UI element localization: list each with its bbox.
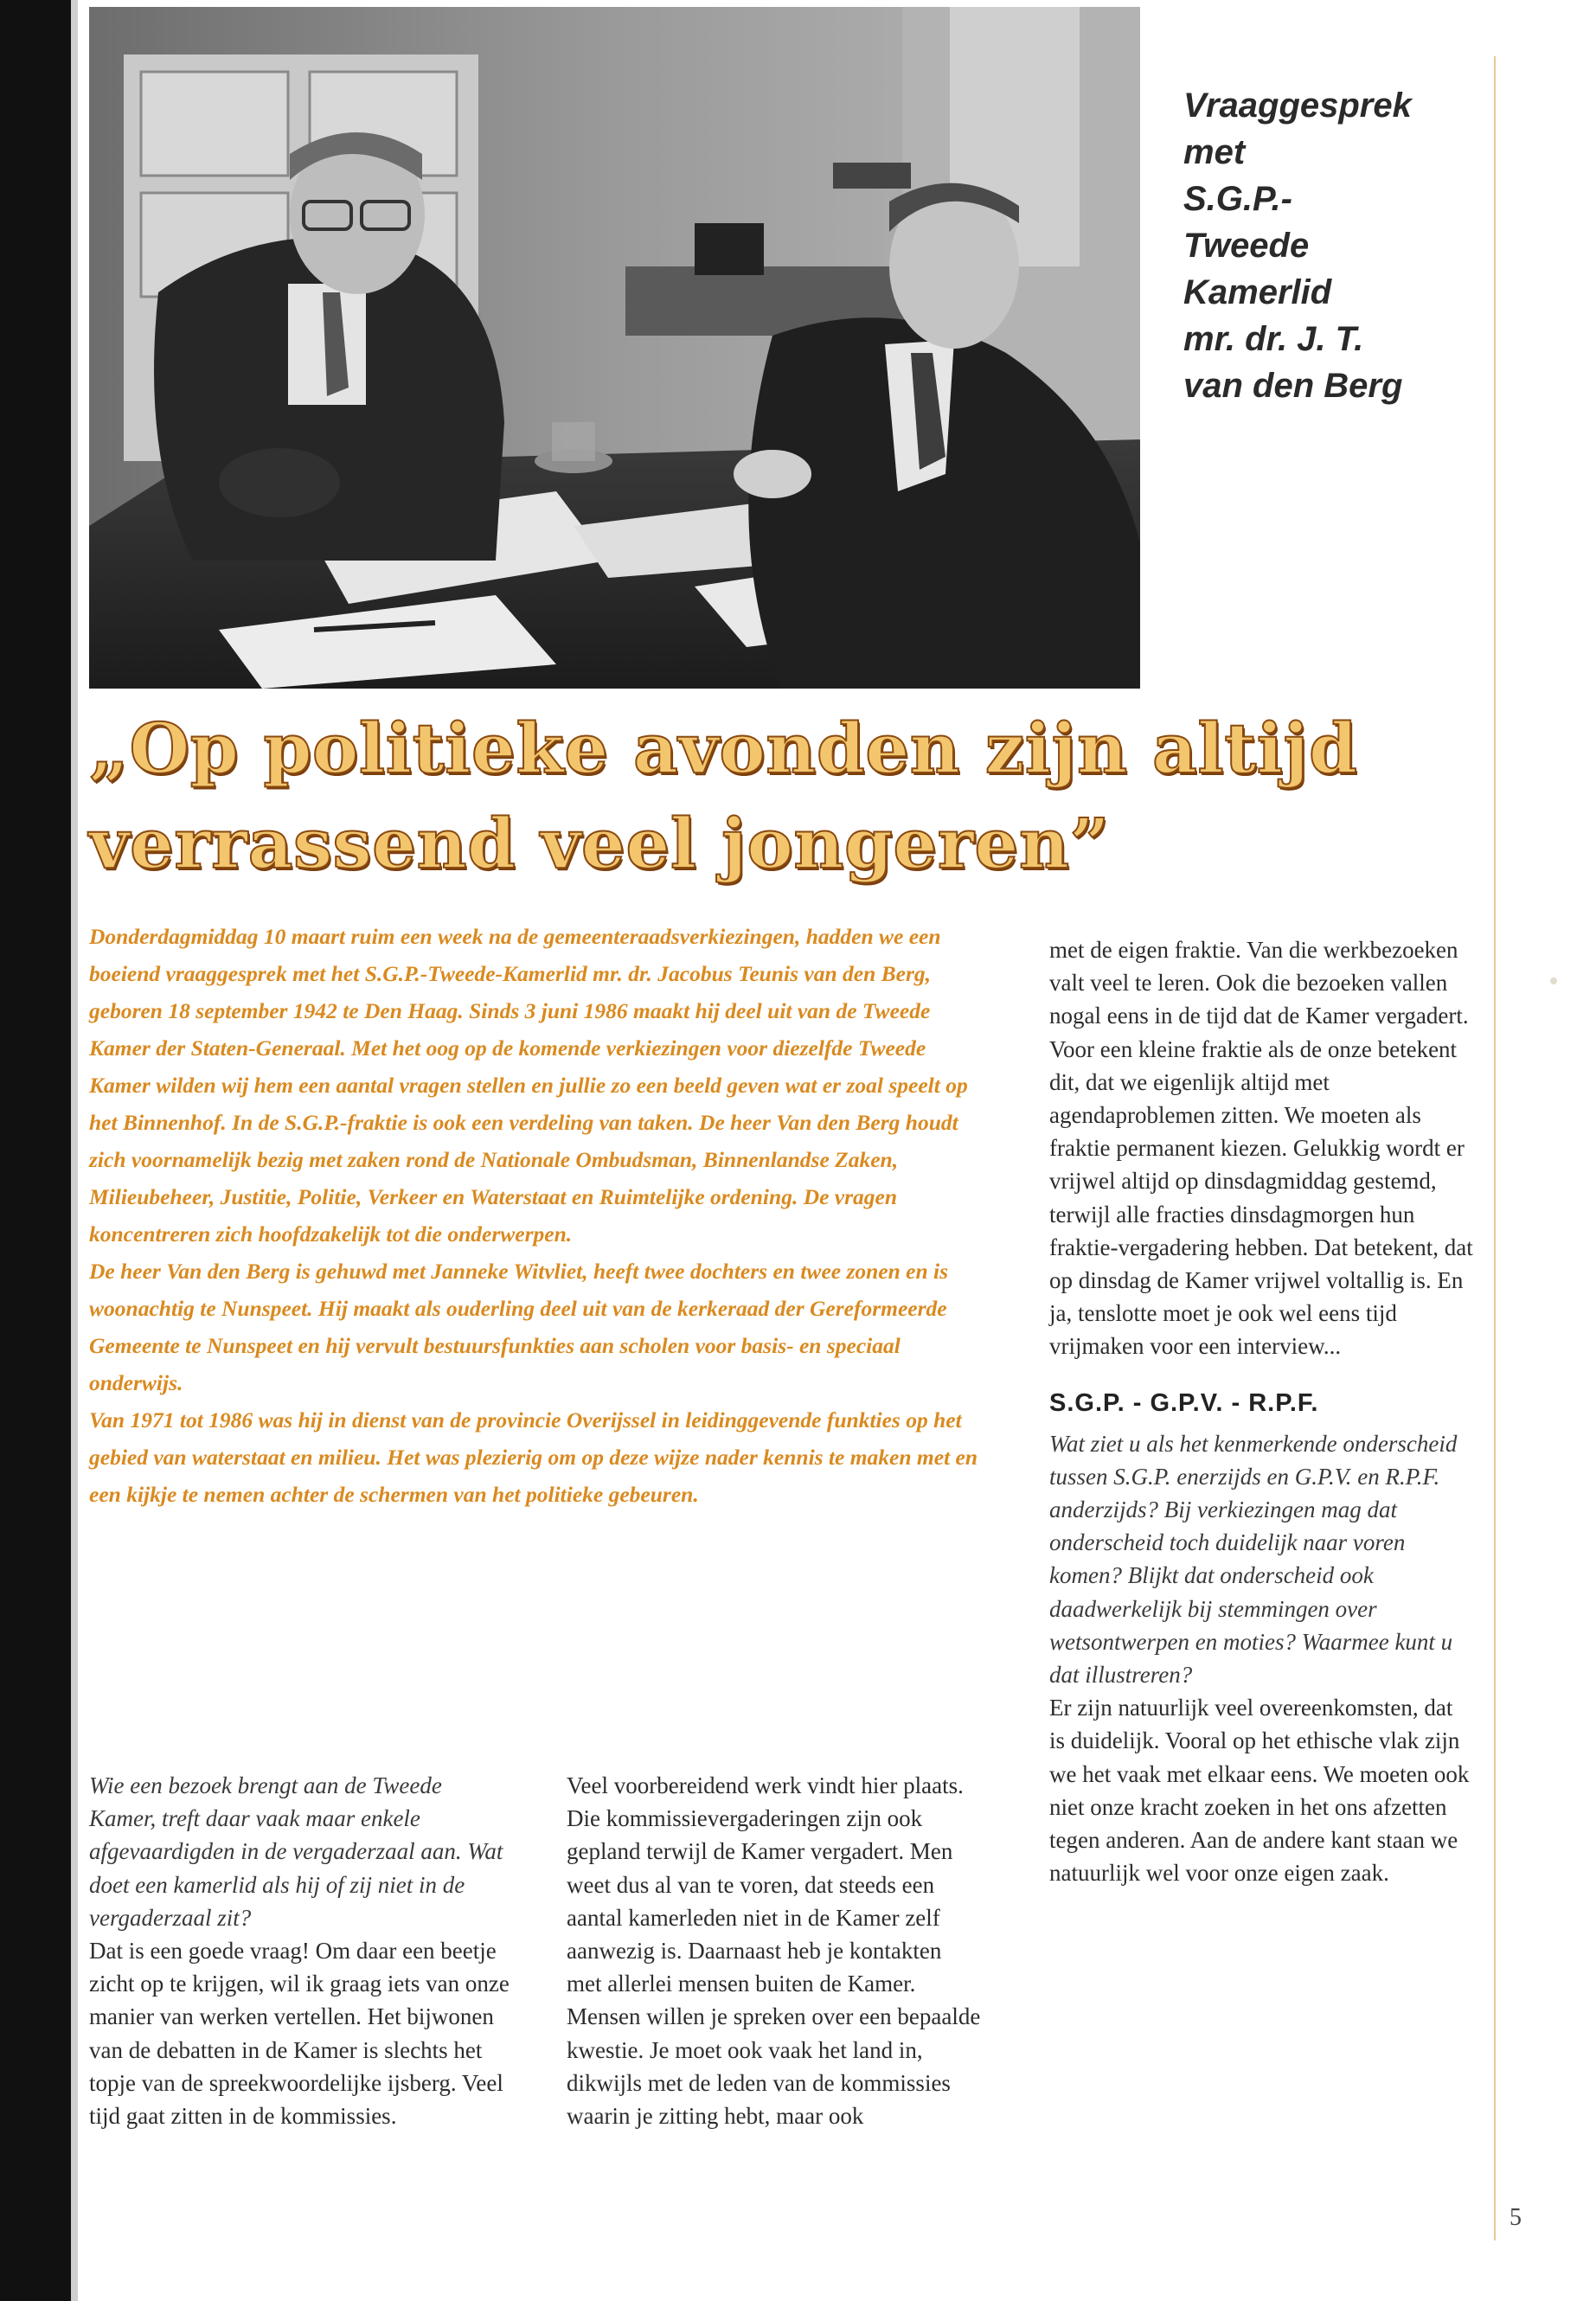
body-column-3 [1049,933,1473,1889]
binding-edge [71,0,78,2301]
paper-speck [1550,977,1557,984]
subtitle-line: met [1183,133,1246,171]
body-column-2 [567,1769,982,2132]
interview-question: Wat ziet u als het kenmerkende onderscheid tussen S.G.P. enerzijds en G.P.V. en R.P.F. anderzijds? Bij verkiezingen mag dat onderscheid toch duidelijk naar voren komen? Blijkt dat onderscheid ook daadwerkelijk bij stemmingen over wetsontwerpen en moties? Waarmee kunt u dat illustreren? [1049,1430,1458,1689]
subtitle-line: Tweede [1183,227,1310,265]
subtitle-line: van den Berg [1183,367,1403,405]
headline-line-1: „Op politieke avonden zijn altijd [89,708,1358,789]
page-number: 5 [1509,2204,1522,2231]
interview-photo [89,7,1140,689]
subtitle-line: S.G.P.- [1183,180,1292,218]
article-subtitle [1183,82,1469,409]
interview-answer: Dat is een goede vraag! Om daar een beetje zicht op te krijgen, wil ik graag iets van onze manier van werken vertellen. Het bijwonen van de debatten in de Kamer is slechts het topje van de spreekwoordelijke ijsberg. Veel tijd gaat zitten in de kommissies. [89,1938,510,2130]
interview-answer: Er zijn natuurlijk veel overeenkomsten, dat is duidelijk. Vooral op het ethische vlak zijn we het vaak met elkaar eens. We moeten ook niet onze kracht zoeken in het ons afzetten tegen anderen. Aan de andere kant staan we natuurlijk wel voor onze eigen zaak. [1049,1695,1470,1887]
column-rule [1494,56,1496,2240]
intro-paragraph: De heer Van den Berg is gehuwd met Janneke Witvliet, heeft twee dochters en twee zonen en is woonachtig te Nunspeet. Hij maakt als ouderling deel uit van de kerkeraad der Gereformeerde Gemeente te Nunspeet en hij vervult bestuursfunkties aan scholen voor basis- en speciaal onderwijs. [89,1259,949,1395]
intro-text [89,918,980,1513]
article-headline [89,701,1473,891]
binding-spine [0,0,71,2301]
subtitle-line: Kamerlid [1183,273,1332,311]
interview-answer: Veel voorbereidend werk vindt hier plaats. Die kommissievergaderingen zijn ook gepland terwijl de Kamer vergadert. Men weet dus al van te voren, dat steeds een aantal kamerleden niet in de Kamer zelf aanwezig is. Daarnaast heb je kontakten met allerlei mensen buiten de Kamer. Mensen willen je spreken over een bepaalde kwestie. Je moet ook vaak het land in, dikwijls met de leden van de kommissies waarin je zitting hebt, maar ook [567,1772,981,2130]
interview-question: Wie een bezoek brengt aan de Tweede Kamer, treft daar vaak maar enkele afgevaardigden in de vergaderzaal aan. Wat doet een kamerlid als hij of zij niet in de vergaderzaal zit? [89,1772,503,1931]
interview-photo-illustration [89,7,1140,689]
interview-answer: met de eigen fraktie. Van die werkbezoeken valt veel te leren. Ook die bezoeken vallen nogal eens in de tijd dat de Kamer vergadert. Voor een kleine fraktie als de onze betekent dit, dat we eigenlijk altijd met agendaproblemen zitten. We moeten als fraktie permanent kiezen. Gelukkig wordt er vrijwel altijd op dinsdagmiddag gestemd, terwijl alle fracties dinsdagmorgen hun fraktie-vergadering hebben. Dat betekent, dat op dinsdag de Kamer vrijwel voltallig is. En ja, tenslotte moet je ook wel eens tijd vrijmaken voor een interview... [1049,937,1473,1360]
intro-paragraph: Donderdagmiddag 10 maart ruim een week na de gemeenteraadsverkiezingen, hadden we een boeiend vraaggesprek met het S.G.P.-Tweede-Kamerlid mr. dr. Jacobus Teunis van den Berg, geboren 18 september 1942 te Den Haag. Sinds 3 juni 1986 maakt hij deel uit van de Tweede Kamer der Staten-Generaal. Met het oog op de komende verkiezingen voor diezelfde Tweede Kamer wilden wij hem een aantal vragen stellen en jullie zo een beeld geven wat er zoal speelt op het Binnenhof. In de S.G.P.-fraktie is ook een verdeling van taken. De heer Van den Berg houdt zich voornamelijk bezig met zaken rond de Nationale Ombudsman, Binnenlandse Zaken, Milieubeheer, Justitie, Politie, Verkeer en Waterstaat en Ruimtelijke ordening. De vragen koncentreren zich hoofdzakelijk tot die onderwerpen. [89,924,968,1247]
body-column-1 [89,1769,513,2132]
intro-paragraph: Van 1971 tot 1986 was hij in dienst van de provincie Overijssel in leidinggevende funkties op het gebied van waterstaat en milieu. Het was plezierig om op deze wijze nader kennis te maken met en een kijkje te nemen achter de schermen van het politieke gebeuren. [89,1407,978,1507]
subtitle-line: Vraaggesprek [1183,87,1412,125]
subtitle-line: mr. dr. J. T. [1183,320,1364,358]
section-heading: S.G.P. - G.P.V. - R.P.F. [1049,1388,1319,1417]
headline-line-2: verrassend veel jongeren” [89,803,1110,884]
